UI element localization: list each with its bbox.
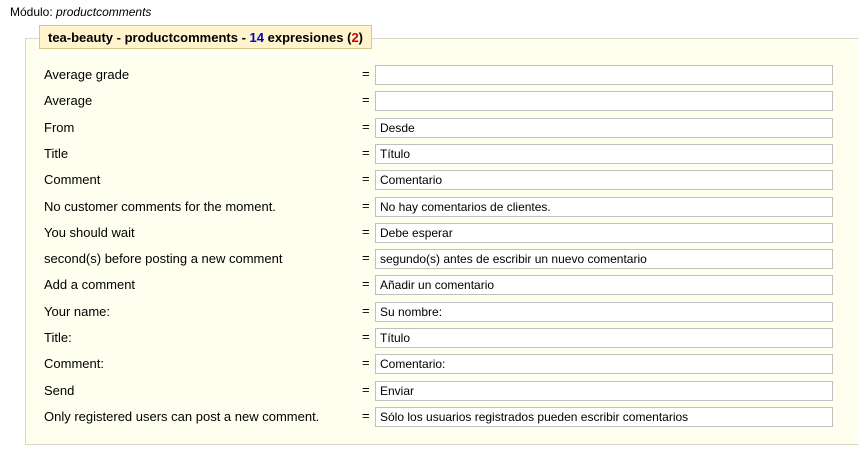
translation-row [44,65,844,85]
source-label: Comment [44,172,101,187]
translation-row [44,407,844,427]
panel-title [39,25,372,49]
source-label: Comment: [44,356,104,371]
translation-input[interactable] [375,144,833,164]
translation-input[interactable] [375,275,833,295]
equals-sign: = [362,329,370,344]
source-label: Add a comment [44,277,136,292]
translation-row [44,302,844,322]
source-label: Send [44,383,75,398]
translation-row [44,91,844,111]
source-label: Average grade [44,67,130,82]
equals-sign: = [362,224,370,239]
source-label: Only registered users can post a new comment. [44,409,320,424]
equals-sign: = [362,355,370,370]
translation-row [44,275,844,295]
equals-sign: = [362,145,370,160]
source-label: From [44,120,75,135]
panel-title-mid: expresiones ( [264,30,352,45]
equals-sign: = [362,250,370,265]
equals-sign: = [362,198,370,213]
translation-input[interactable] [375,407,833,427]
source-label: Title [44,146,69,161]
panel-title-suffix: ) [358,30,364,45]
equals-sign: = [362,66,370,81]
equals-sign: = [362,303,370,318]
source-label: You should wait [44,225,135,240]
equals-sign: = [362,119,370,134]
translation-input[interactable] [375,223,833,243]
translation-input[interactable] [375,91,833,111]
module-name: productcomments [56,5,152,19]
source-label: second(s) before posting a new comment [44,251,283,266]
translation-input[interactable] [375,197,833,217]
source-label: No customer comments for the moment. [44,199,276,214]
translation-input[interactable] [375,170,833,190]
source-label: Average [44,93,93,108]
equals-sign: = [362,171,370,186]
translation-input[interactable] [375,381,833,401]
translation-row [44,197,844,217]
expression-count: 14 [249,30,264,45]
translation-row [44,381,844,401]
source-label: Title: [44,330,72,345]
translation-input[interactable] [375,328,833,348]
translation-input[interactable] [375,302,833,322]
source-label: Your name: [44,304,111,319]
translation-input[interactable] [375,65,833,85]
translation-input[interactable] [375,249,833,269]
missing-count: 2 [351,30,359,45]
module-prefix: Módulo: [10,5,53,19]
module-label [10,5,151,19]
translation-row [44,328,844,348]
equals-sign: = [362,92,370,107]
equals-sign: = [362,382,370,397]
translation-input[interactable] [375,118,833,138]
translation-row [44,170,844,190]
panel-title-prefix: tea-beauty - productcomments - [48,30,250,45]
translation-row [44,144,844,164]
translation-input[interactable] [375,354,833,374]
translation-row [44,223,844,243]
equals-sign: = [362,276,370,291]
translation-row [44,118,844,138]
translation-row [44,249,844,269]
equals-sign: = [362,408,370,423]
translation-row [44,354,844,374]
